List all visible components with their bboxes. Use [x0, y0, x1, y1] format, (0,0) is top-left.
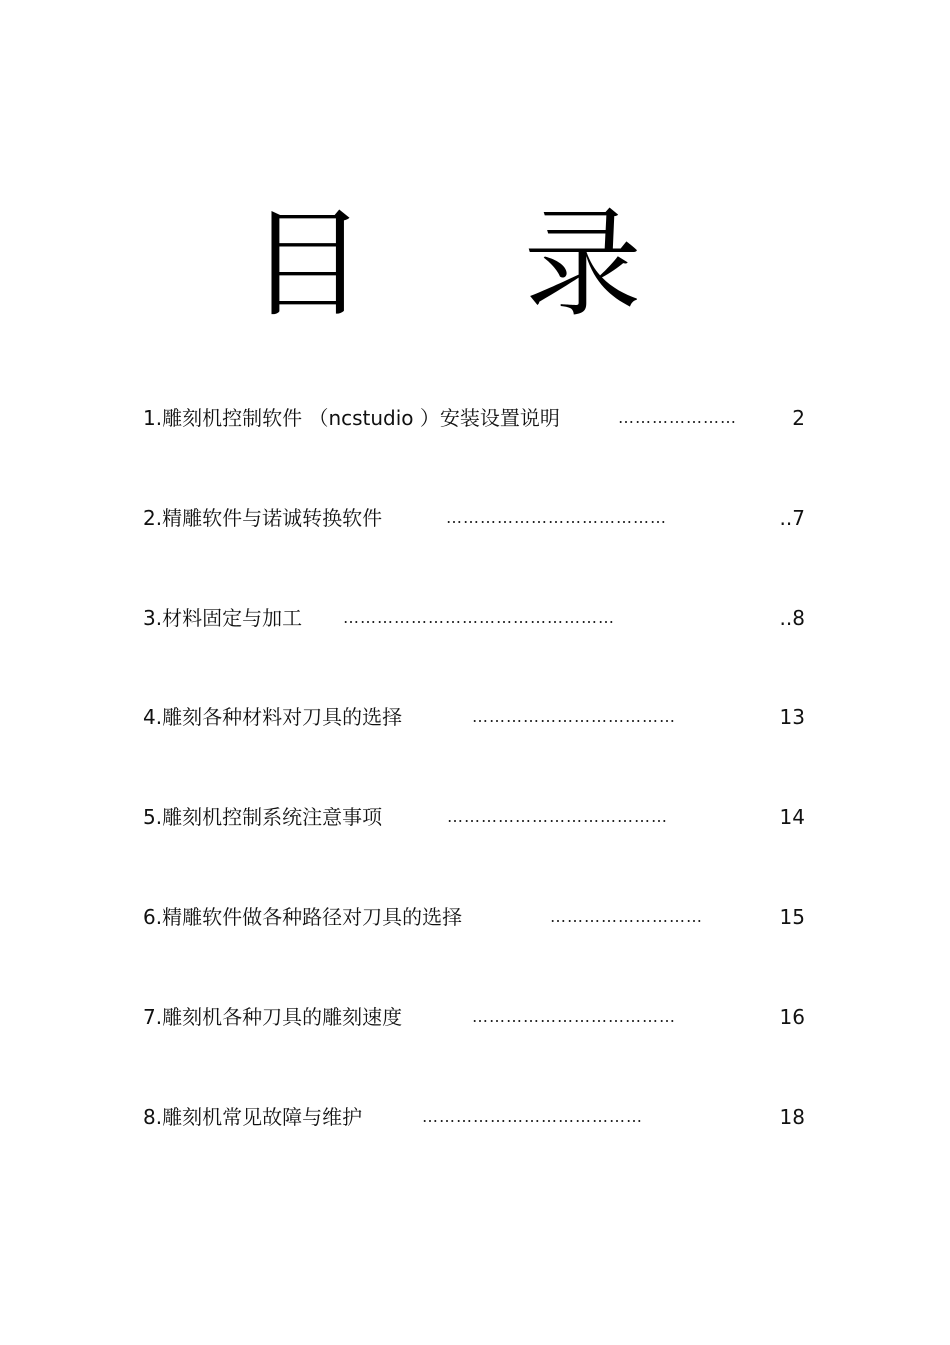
toc-leader-dots: ……………………… — [550, 907, 703, 926]
toc-page-number: 15 — [779, 905, 805, 929]
toc-page-number: 14 — [779, 805, 805, 829]
toc-page-number: ..7 — [779, 506, 805, 530]
toc-page-number: 18 — [779, 1105, 805, 1129]
toc-entry-6[interactable] — [0, 902, 950, 932]
toc-entry-label: 8.雕刻机常见故障与维护 — [143, 1105, 363, 1129]
toc-entry-label: 6.精雕软件做各种路径对刀具的选择 — [143, 905, 463, 929]
page-title: 目 录 — [248, 195, 702, 333]
toc-page-number: 13 — [779, 705, 805, 729]
toc-leader-dots: ………………… — [618, 408, 737, 427]
toc-entry-7[interactable] — [0, 1002, 950, 1032]
toc-entry-label: 1.雕刻机控制软件 （ncstudio ）安装设置说明 — [143, 406, 560, 430]
toc-page-number: 16 — [779, 1005, 805, 1029]
toc-entry-4[interactable] — [0, 702, 950, 732]
toc-leader-dots: ……………………………… — [472, 707, 676, 726]
toc-entry-label: 2.精雕软件与诺诚转换软件 — [143, 506, 383, 530]
toc-leader-dots: ………………………………………… — [343, 608, 615, 627]
toc-leader-dots: ………………………………… — [446, 508, 667, 527]
toc-leader-dots: ………………………………… — [447, 807, 668, 826]
toc-entry-2[interactable] — [0, 503, 950, 533]
toc-entry-1[interactable] — [0, 403, 950, 433]
toc-entry-5[interactable] — [0, 802, 950, 832]
toc-entry-label: 7.雕刻机各种刀具的雕刻速度 — [143, 1005, 403, 1029]
toc-entry-label: 3.材料固定与加工 — [143, 606, 303, 630]
toc-entry-label: 4.雕刻各种材料对刀具的选择 — [143, 705, 403, 729]
toc-entry-label: 5.雕刻机控制系统注意事项 — [143, 805, 383, 829]
toc-leader-dots: ………………………………… — [422, 1107, 643, 1126]
toc-entry-8[interactable] — [0, 1102, 950, 1132]
toc-page-number: 2 — [792, 406, 805, 430]
toc-entry-3[interactable] — [0, 603, 950, 633]
toc-page-number: ..8 — [779, 606, 805, 630]
toc-leader-dots: ……………………………… — [472, 1007, 676, 1026]
